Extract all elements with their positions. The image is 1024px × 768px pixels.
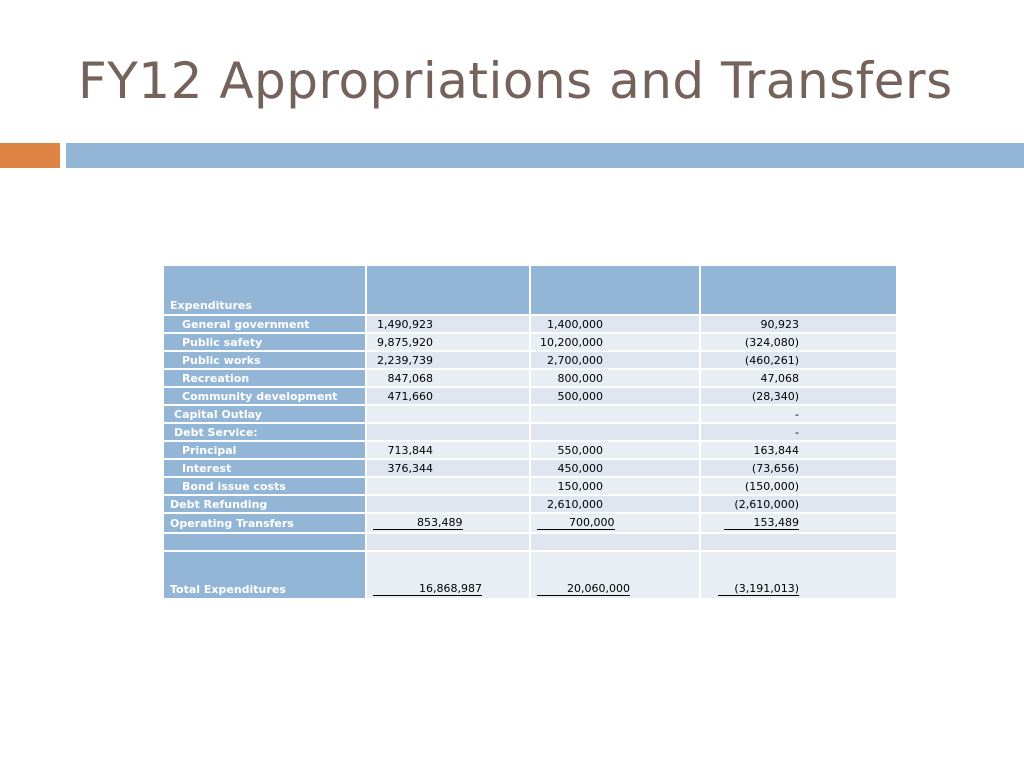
row-value: 713,844	[366, 441, 530, 459]
row-value: (73,656)	[700, 459, 897, 477]
row-value	[530, 513, 700, 533]
spacer-cell	[530, 533, 700, 551]
row-label: General government	[163, 315, 366, 333]
row-value	[366, 495, 530, 513]
total-value	[366, 551, 530, 599]
row-value: 847,068	[366, 369, 530, 387]
table-row	[163, 387, 897, 405]
row-value: 47,068	[700, 369, 897, 387]
row-label: Recreation	[163, 369, 366, 387]
row-label: Principal	[163, 441, 366, 459]
row-value: (150,000)	[700, 477, 897, 495]
header-label: Expenditures	[163, 265, 366, 315]
row-value: 471,660	[366, 387, 530, 405]
row-value	[366, 513, 530, 533]
row-value	[530, 405, 700, 423]
row-value	[366, 423, 530, 441]
total-label: Total Expenditures	[163, 551, 366, 599]
row-value: 550,000	[530, 441, 700, 459]
row-label: Bond issue costs	[163, 477, 366, 495]
table-row	[163, 405, 897, 423]
row-value: 450,000	[530, 459, 700, 477]
row-value: 2,610,000	[530, 495, 700, 513]
table-row	[163, 459, 897, 477]
row-value: 2,700,000	[530, 351, 700, 369]
spacer-cell	[366, 533, 530, 551]
row-label: Community development	[163, 387, 366, 405]
total-value-text: 16,868,987	[373, 583, 482, 596]
total-row	[163, 551, 897, 599]
row-value: (28,340)	[700, 387, 897, 405]
row-value: 800,000	[530, 369, 700, 387]
row-label: Debt Service:	[163, 423, 366, 441]
row-value-text: 700,000	[537, 517, 615, 530]
row-value	[366, 405, 530, 423]
spacer-row	[163, 533, 897, 551]
row-label: Interest	[163, 459, 366, 477]
row-value	[530, 423, 700, 441]
table-row	[163, 495, 897, 513]
row-value: 1,490,923	[366, 315, 530, 333]
row-label: Debt Refunding	[163, 495, 366, 513]
table-header-row	[163, 265, 897, 315]
table-row	[163, 315, 897, 333]
row-value: (2,610,000)	[700, 495, 897, 513]
row-label: Public safety	[163, 333, 366, 351]
accent-bar-blue	[66, 143, 1024, 168]
total-value	[700, 551, 897, 599]
row-value: 9,875,920	[366, 333, 530, 351]
header-cell	[366, 265, 530, 315]
table-row	[163, 423, 897, 441]
table-row	[163, 333, 897, 351]
total-value	[530, 551, 700, 599]
row-value	[700, 513, 897, 533]
row-value	[366, 477, 530, 495]
table-row	[163, 369, 897, 387]
row-value: (460,261)	[700, 351, 897, 369]
row-value: -	[700, 423, 897, 441]
row-value: 1,400,000	[530, 315, 700, 333]
row-label: Operating Transfers	[163, 513, 366, 533]
slide-title: FY12 Appropriations and Transfers	[78, 52, 953, 110]
spacer-cell	[700, 533, 897, 551]
row-value: (324,080)	[700, 333, 897, 351]
appropriations-table	[162, 264, 896, 600]
header-cell	[700, 265, 897, 315]
row-value: 376,344	[366, 459, 530, 477]
table-row	[163, 513, 897, 533]
table-row	[163, 441, 897, 459]
accent-bar-orange	[0, 143, 60, 168]
row-value: 10,200,000	[530, 333, 700, 351]
header-cell	[530, 265, 700, 315]
row-value-text: 153,489	[724, 517, 800, 530]
row-value: 2,239,739	[366, 351, 530, 369]
total-value-text: 20,060,000	[537, 583, 630, 596]
row-label: Public works	[163, 351, 366, 369]
total-value-text: (3,191,013)	[718, 583, 799, 596]
row-value: 163,844	[700, 441, 897, 459]
spacer-cell	[163, 533, 366, 551]
table-row	[163, 477, 897, 495]
row-value: 500,000	[530, 387, 700, 405]
row-value: 150,000	[530, 477, 700, 495]
row-value-text: 853,489	[373, 517, 463, 530]
row-value: 90,923	[700, 315, 897, 333]
row-value: -	[700, 405, 897, 423]
row-label: Capital Outlay	[163, 405, 366, 423]
table-row	[163, 351, 897, 369]
